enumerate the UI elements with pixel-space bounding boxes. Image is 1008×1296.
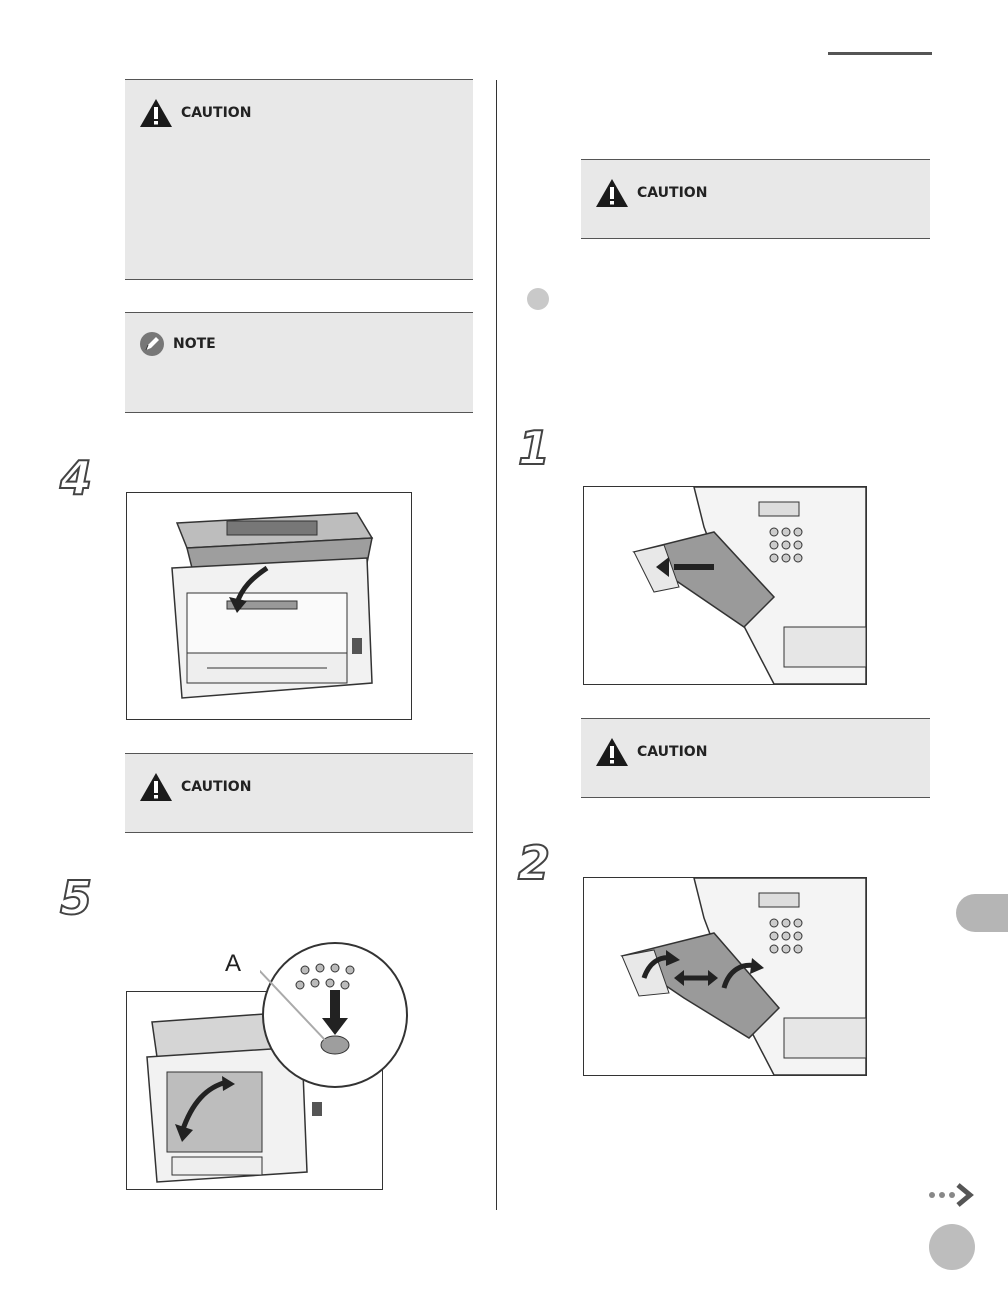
caution-label: CAUTION [637, 185, 708, 201]
header-rule [828, 52, 932, 55]
caution-label: CAUTION [181, 105, 252, 121]
caution-box-3 [581, 159, 930, 239]
page-number-badge [929, 1224, 975, 1270]
caution-box-1 [125, 79, 473, 280]
dotted-chevron-right-icon[interactable] [928, 1182, 978, 1208]
warning-triangle-icon [595, 737, 629, 767]
column-divider [496, 80, 497, 1210]
tray-illustration [584, 878, 866, 1075]
warning-triangle-icon [139, 772, 173, 802]
note-header [139, 331, 216, 357]
section-bullet [527, 288, 549, 310]
caution-label: CAUTION [181, 779, 252, 795]
printer-illustration [127, 493, 411, 719]
note-box [125, 312, 473, 413]
caution-label: CAUTION [637, 744, 708, 760]
warning-triangle-icon [595, 178, 629, 208]
figure-extend-tray [583, 877, 867, 1076]
caution-box-4 [581, 718, 930, 798]
note-label: NOTE [173, 336, 216, 352]
caution-box-2 [125, 753, 473, 833]
zoom-inset-circle [260, 940, 410, 1090]
pencil-note-icon [139, 331, 165, 357]
tray-illustration [584, 487, 866, 684]
caution-header [595, 178, 707, 208]
warning-triangle-icon [139, 98, 173, 128]
step-number-5: 5 [60, 871, 93, 925]
figure-printer-open-scanner [126, 492, 412, 720]
step-number-4: 4 [60, 451, 93, 505]
figure-open-tray [583, 486, 867, 685]
caution-header [139, 772, 251, 802]
chapter-tab [956, 894, 1008, 932]
caution-header [139, 98, 251, 128]
caution-header [595, 737, 707, 767]
step-number-2: 2 [518, 836, 551, 890]
figure-callout-a: A [225, 950, 242, 977]
step-number-1: 1 [518, 421, 551, 475]
